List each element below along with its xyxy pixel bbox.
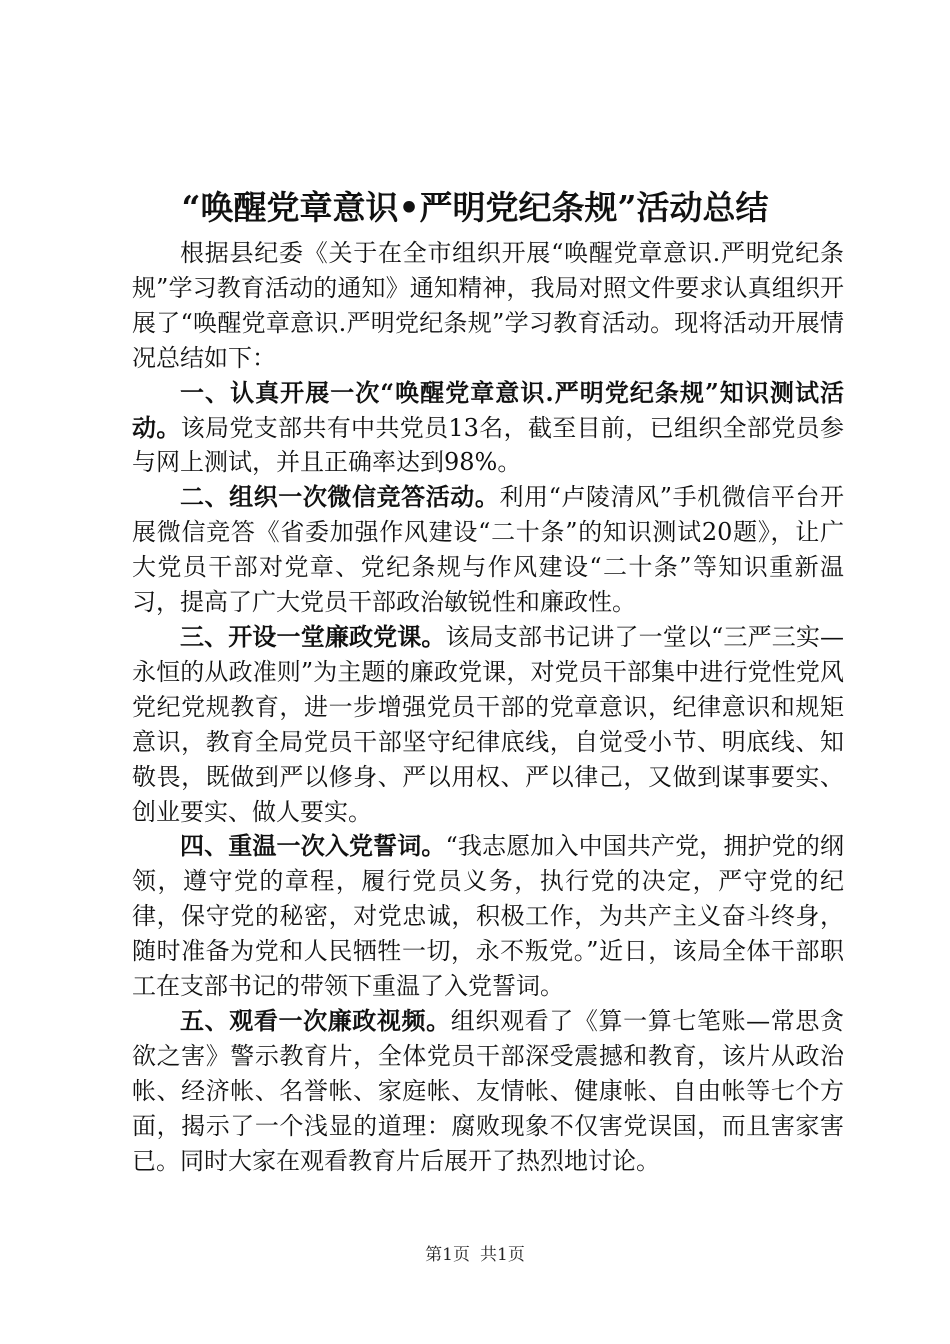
section-paragraph-5 <box>132 1004 844 1179</box>
section-paragraph-1 <box>132 376 844 481</box>
page-number: 第1页 <box>425 1245 470 1265</box>
section-heading: 四、重温一次入党誓词。 <box>180 831 446 861</box>
section-paragraph-2 <box>132 480 844 620</box>
section-heading: 五、观看一次廉政视频。 <box>180 1005 451 1035</box>
document-body <box>132 236 844 1178</box>
page-footer <box>0 1243 950 1267</box>
section-paragraph-4 <box>132 829 844 1004</box>
section-text: “我志愿加入中国共产党，拥护党的纲领，遵守党的章程，履行党员义务，执行党的决定，严守党的纪律，保守党的秘密，对党忠诚，积极工作，为共产主义奋斗终身，随时准备为党和人民牺牲一切，永不叛党。”近日，该局全体干部职工在支部书记的带领下重温了入党誓词。 <box>132 832 844 1001</box>
document-title: “唤醒党章意识•严明党纪条规”活动总结 <box>181 188 769 227</box>
section-paragraph-3 <box>132 620 844 829</box>
section-heading: 三、开设一堂廉政党课。 <box>180 621 446 651</box>
section-text: 该局党支部共有中共党员13名，截至目前，已组织全部党员参与网上测试，并且正确率达到98%。 <box>132 413 845 477</box>
intro-paragraph: 根据县纪委《关于在全市组织开展“唤醒党章意识.严明党纪条规”学习教育活动的通知》通知精神，我局对照文件要求认真组织开展了“唤醒党章意识.严明党纪条规”学习教育活动。现将活动开展情况总结如下： <box>132 239 844 372</box>
section-heading: 一、认真开展一次“唤醒党章意识.严明党纪条规”知识测试活动。 <box>132 377 844 442</box>
page-total: 共1页 <box>480 1245 525 1265</box>
section-text: 该局支部书记讲了一堂以“三严三实—永恒的从政准则”为主题的廉政党课，对党员干部集中进行党性党风党纪党规教育，进一步增强党员干部的党章意识，纪律意识和规矩意识，教育全局党员干部坚守纪律底线，自觉受小节、明底线、知敬畏，既做到严以修身、严以用权、严以律己，又做到谋事要实、创业要实、做人要实。 <box>132 622 844 826</box>
section-text: 利用“卢陵清风”手机微信平台开展微信竞答《省委加强作风建设“二十条”的知识测试20题》，让广大党员干部对党章、党纪条规与作风建设“二十条”等知识重新温习，提高了广大党员干部政治敏锐性和廉政性。 <box>132 483 845 617</box>
section-text: 组织观看了《算一算七笔账—常思贪欲之害》警示教育片，全体党员干部深受震撼和教育，该片从政治帐、经济帐、名誉帐、家庭帐、友情帐、健康帐、自由帐等七个方面，揭示了一个浅显的道理：腐败现象不仅害党误国，而且害家害已。同时大家在观看教育片后展开了热烈地讨论。 <box>132 1006 845 1175</box>
section-heading: 二、组织一次微信竞答活动。 <box>180 482 500 512</box>
